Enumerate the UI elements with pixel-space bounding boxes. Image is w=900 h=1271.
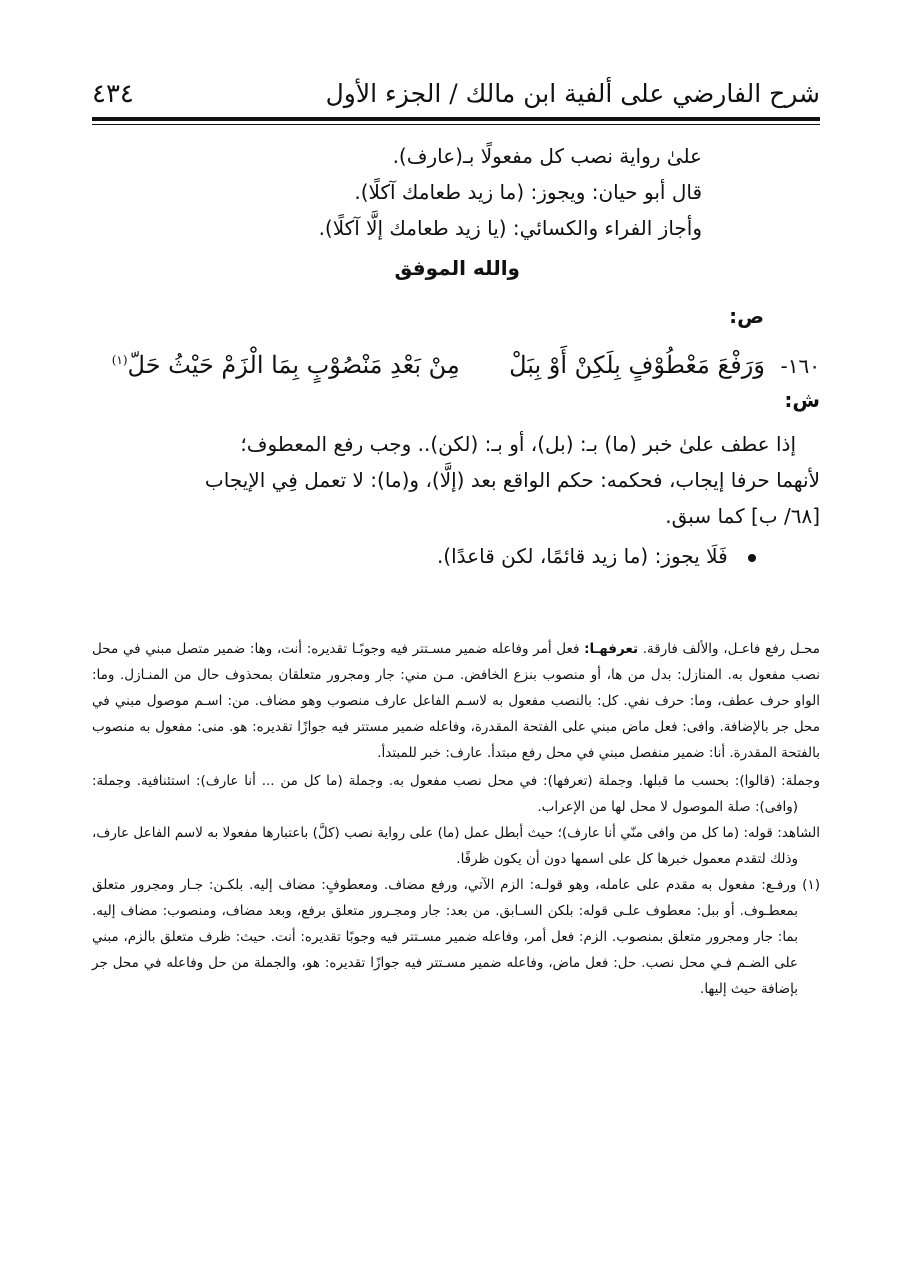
footnote-evidence: الشاهد: قوله: (ما كل من وافى منّي أنا عارف)؛ حيث أبطل عمل (ما) على رواية نصب (كلَّ) باعتبارها مفعولا به لاسم الفاعل عارف، وذلك لتقدم معمول خبرها كل على اسمها دون أن يكون ظرفًا. — [92, 825, 820, 867]
text-line: قال أبو حيان: ويجوز: (ما زيد طعامك آكلًا). — [354, 180, 702, 204]
verse-hemistich-1: وَرَفْعَ مَعْطُوْفٍ بِلَكِنْ أَوْ بِبَلْ — [509, 351, 765, 379]
page-number: ٤٣٤ — [92, 79, 134, 109]
bullet-item — [92, 538, 820, 574]
verse-number: ١٦٠- — [780, 354, 820, 378]
footnote-text: محـل رفع فاعـل، والألف فارقة. — [642, 641, 821, 657]
header-rule-thick — [92, 117, 820, 121]
text-line: لأنهما حرفا إيجاب، فحكمه: حكم الواقع بعد (إلَّا)، و(ما): لا تعمل فِي الإيجاب — [204, 468, 820, 492]
text-line: إذا عطف علىٰ خبر (ما) بـ: (بل)، أو بـ: (لكن).. وجب رفع المعطوف؛ — [240, 432, 796, 456]
footnote-1: (١) ورفـع: مفعول به مقدم على عامله، وهو قولـه: الزم الآتي، ورفع مضاف. ومعطوفٍ: مضاف إليه. بلكـن: جـار ومجرور متعلق بمعطـوف. أو ببل: معطوف علـى قوله: بلكن السـابق. من بعد: جار ومجـرور متعلق برفع، وبعد مضاف، ومنصوب: مضاف إليه. بما: جار ومجرور متعلق بمنصوب. الزم: فعل أمر، وفاعله ضمير مسـتتر فيه وجوبًا تقديره: أنت. حيث: ظرف متعلق بالزم، مبني على الضـم فـي محل نصب. حل: فعل ماض، وفاعله ضمير مسـتتر فيه جوازًا تقديره: هو، والجملة من حل وفاعله في محل جر بإضافة حيث إليها. — [92, 877, 820, 997]
footnote-marker: (١) — [111, 353, 128, 367]
footnote-text: فعل أمر وفاعله ضمير مسـتتر فيه وجوبًـا تقديره: أنت، وها: ضمير متصل مبني في محل نصب مفعول به. المنازل: بدل من ها، أو منصوب بنزع الخافض. مـن مني: جار ومجرور متعلقان بمحذوف حال من المنـازل. وما: الواو حرف عطف، وما: حرف نفي. كل: بالنصب مفعول به لاسـم الفاعل عارف منصوب وهو مضاف. من: اسـم موصول مبني في محل جر بالإضافة. وافى: فعل ماض مبني على الفتحة المقدرة، وفاعله ضمير مستتر فيه جوازًا تقديره: هو. منى: مفعول به منصوب بالفتحة المقدرة. أنا: ضمير منفصل مبني في محل رفع مبتدأ. عارف: خبر للمبتدأ. — [92, 641, 820, 761]
running-title: شرح الفارضي على ألفية ابن مالك / الجزء الأول — [325, 79, 820, 108]
closing-phrase: والله الموفق — [394, 256, 520, 280]
bullet-text: فَلَا يجوز: (ما زيد قائمًا، لكن قاعدًا). — [436, 544, 728, 568]
text-line: علىٰ رواية نصب كل مفعولًا بـ(عارف). — [392, 144, 702, 168]
footnote-keyword: تعرفهـا: — [584, 641, 639, 657]
footnote-sentence-analysis: وجملة: (قالوا): بحسب ما قبلها. وجملة (تعرفها): في محل نصب مفعول به. وجملة (ما كل من ... أنا عارف): استئنافية. وجملة: (وافى): صلة الموصول لا محل لها من الإعراب. — [92, 773, 820, 815]
text-line: [٦٨/ ب] كما سبق. — [665, 504, 820, 528]
verse-hemistich-2: مِنْ بَعْدِ مَنْصُوْبٍ بِمَا الْزَمْ حَيْثُ حَلّ — [127, 351, 460, 379]
commentary-paragraph — [92, 426, 820, 534]
header-rule-thin — [92, 124, 820, 125]
text-line: وأجاز الفراء والكسائي: (يا زيد طعامك إلَّا آكلًا). — [318, 216, 702, 240]
bullet-icon — [748, 554, 756, 562]
footnotes — [92, 636, 820, 1002]
verse-line — [92, 338, 820, 388]
section-label-sad: ص: — [729, 304, 764, 328]
footnote-continuation — [92, 636, 820, 766]
main-text — [92, 138, 820, 574]
page-header — [92, 68, 820, 112]
section-label-sheen: ش: — [784, 388, 820, 412]
